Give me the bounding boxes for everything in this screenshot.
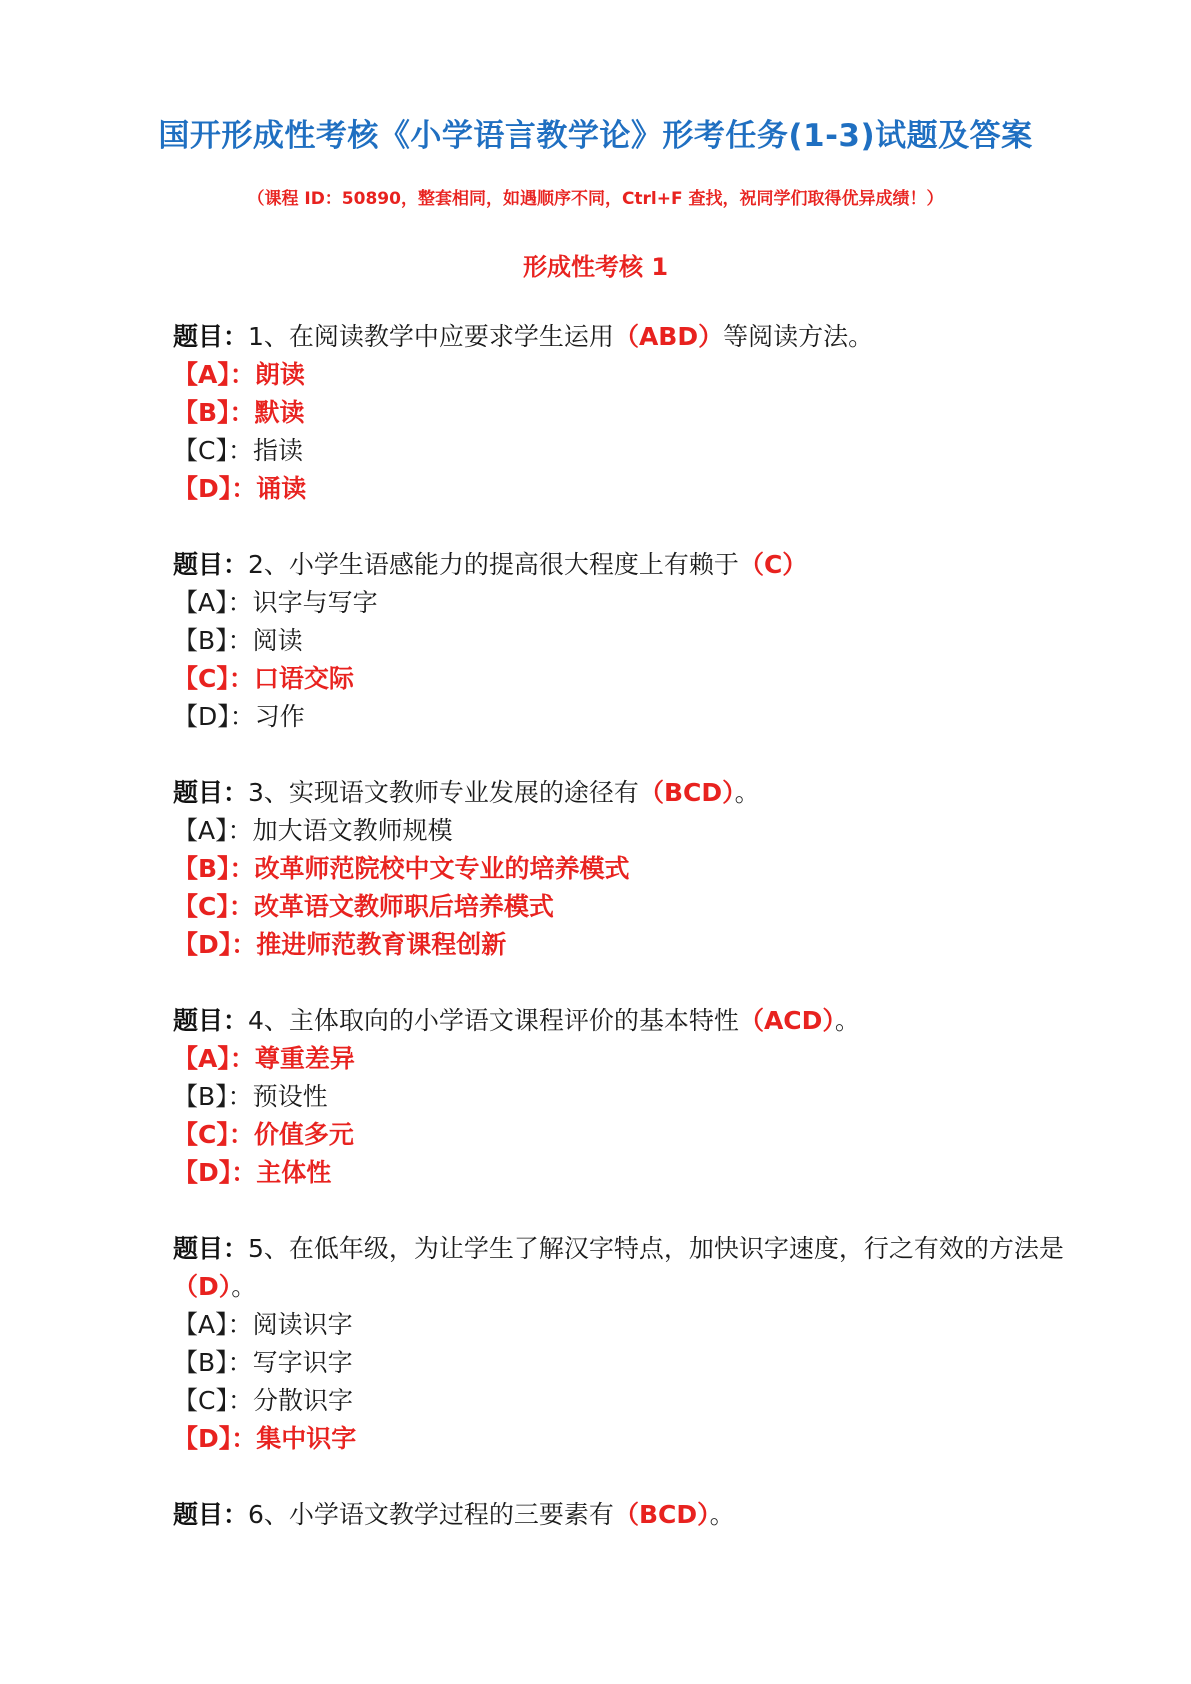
option-correct: 【C】：改革语文教师职后培养模式 — [173, 892, 554, 921]
option: 【B】：阅读 — [173, 626, 303, 655]
option-correct: 【D】：推进师范教育课程创新 — [173, 930, 507, 959]
option: 【B】：写字识字 — [173, 1348, 353, 1377]
question-tail: 等阅读方法。 — [723, 322, 874, 351]
question-block — [173, 546, 1093, 736]
option-correct: 【B】：默读 — [173, 398, 305, 427]
document-subtitle: （课程 ID：50890，整套相同，如遇顺序不同，Ctrl+F 查找，祝同学们取得优异成绩！） — [247, 189, 944, 209]
document-title: 国开形成性考核《小学语言教学论》形考任务(1-3)试题及答案 — [158, 118, 1033, 154]
question-stem — [173, 774, 1093, 812]
question-block — [173, 1002, 1093, 1192]
option-correct: 【C】：口语交际 — [173, 664, 354, 693]
question-block — [173, 318, 1093, 508]
option-correct: 【D】：主体性 — [173, 1158, 332, 1187]
question-text: 2、小学生语感能力的提高很大程度上有赖于 — [248, 550, 739, 579]
option-correct: 【A】：朗读 — [173, 360, 305, 389]
question-list — [173, 318, 1093, 1572]
question-stem — [173, 318, 1093, 356]
question-text: 5、在低年级，为让学生了解汉字特点，加快识字速度，行之有效的方法是 — [248, 1234, 1064, 1263]
question-label: 题目： — [173, 1500, 249, 1529]
question-stem — [173, 1002, 1093, 1040]
option: 【D】：习作 — [173, 702, 305, 731]
option-correct: 【D】：集中识字 — [173, 1424, 357, 1453]
question-label: 题目： — [173, 550, 249, 579]
option-correct: 【B】：改革师范院校中文专业的培养模式 — [173, 854, 630, 883]
question-stem — [173, 546, 1093, 584]
question-block — [173, 774, 1093, 964]
option: 【A】：加大语文教师规模 — [173, 816, 453, 845]
option: 【A】：阅读识字 — [173, 1310, 353, 1339]
question-text: 6、小学语文教学过程的三要素有 — [248, 1500, 614, 1529]
question-tail: 。 — [709, 1500, 735, 1529]
question-stem — [173, 1230, 1093, 1306]
answer-key: （D） — [173, 1272, 232, 1301]
option-correct: 【A】：尊重差异 — [173, 1044, 355, 1073]
question-stem — [173, 1496, 1093, 1534]
answer-key: （C） — [738, 550, 808, 579]
question-text: 1、在阅读教学中应要求学生运用 — [248, 322, 614, 351]
answer-key: （BCD） — [638, 778, 735, 807]
question-label: 题目： — [173, 322, 249, 351]
answer-key: （ABD） — [613, 322, 724, 351]
question-tail: 。 — [734, 778, 760, 807]
question-label: 题目： — [173, 1006, 249, 1035]
question-label: 题目： — [173, 778, 249, 807]
option: 【A】：识字与写字 — [173, 588, 378, 617]
option: 【C】：分散识字 — [173, 1386, 353, 1415]
question-block — [173, 1230, 1093, 1458]
question-tail: 。 — [834, 1006, 860, 1035]
option: 【B】：预设性 — [173, 1082, 328, 1111]
question-text: 4、主体取向的小学语文课程评价的基本特性 — [248, 1006, 739, 1035]
question-tail: 。 — [231, 1272, 257, 1301]
question-block — [173, 1496, 1093, 1534]
answer-key: （ACD） — [738, 1006, 835, 1035]
question-label: 题目： — [173, 1234, 249, 1263]
answer-key: （BCD） — [613, 1500, 710, 1529]
option-correct: 【D】：诵读 — [173, 474, 307, 503]
section-title: 形成性考核 1 — [522, 253, 669, 281]
option-correct: 【C】：价值多元 — [173, 1120, 354, 1149]
question-text: 3、实现语文教师专业发展的途径有 — [248, 778, 639, 807]
option: 【C】：指读 — [173, 436, 303, 465]
